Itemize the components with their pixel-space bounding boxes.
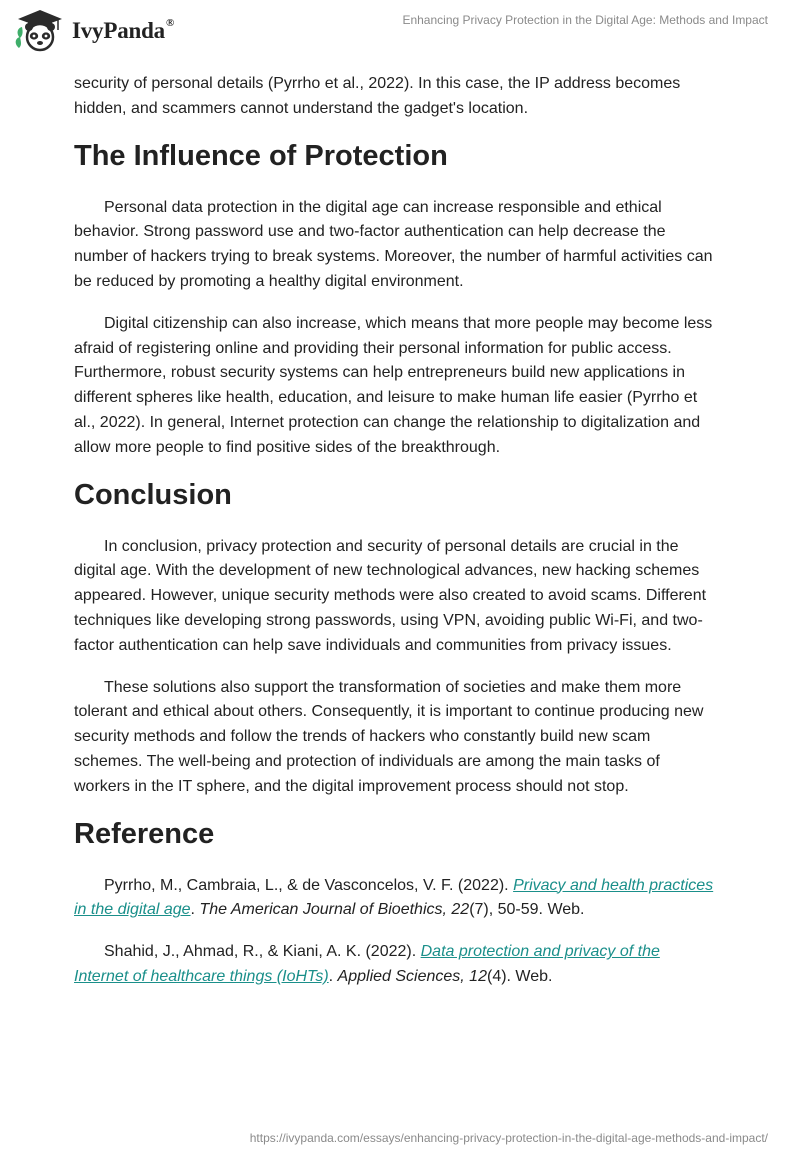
section-heading-conclusion: Conclusion [74, 478, 232, 511]
section-heading-reference: Reference [74, 817, 215, 850]
reference-authors: Shahid, J., Ahmad, R., & Kiani, A. K. (2022). [104, 943, 421, 961]
essay-body [74, 72, 714, 1007]
reference-journal: The American Journal of Bioethics, 22 [199, 901, 470, 919]
reference-title-link[interactable]: Privacy and health practices in the digital age [74, 876, 714, 919]
paragraph: These solutions also support the transformation of societies and make them more tolerant and ethical about others. Consequently, it is important to continue producing new security methods and follow the trends of hackers who constantly build new scam schemes. The well-being and protection of individuals are among the main tasks of workers in the IT sphere, and the digital improvement process should not stop. [74, 678, 704, 795]
reference-authors: Pyrrho, M., Cambraia, L., & de Vasconcelos, V. F. (2022). [104, 876, 514, 894]
reference-item: Pyrrho, M., Cambraia, L., & de Vasconcelos, V. F. (2022). Privacy and health practices in the digital age. The American Journal of Bioethics, 22(7), 50-59. Web. [74, 876, 714, 919]
panda-graduation-cap-icon [14, 8, 66, 52]
reference-details: (4). Web. [486, 967, 553, 985]
page-header [0, 0, 800, 60]
brand-name: IvyPanda® [72, 16, 175, 43]
document-title: Enhancing Privacy Protection in the Digital Age: Methods and Impact [402, 13, 768, 27]
section-heading-influence: The Influence of Protection [74, 139, 448, 172]
paragraph: Digital citizenship can also increase, which means that more people may become less afraid of registering online and providing their personal information for public access. Furthermore, robust security systems can help entrepreneurs build new applications in different spheres like health, education, and leisure to make human life easier (Pyrrho et al., 2022). In general, Internet protection can change the relationship to digitalization and allow more people to find positive sides of the breakthrough. [74, 314, 713, 456]
reference-details: (7), 50-59. Web. [469, 901, 585, 919]
paragraph: Personal data protection in the digital age can increase responsible and ethical behavior. Strong password use and two-factor authentication can help decrease the number of hackers trying to break systems. Moreover, the number of harmful activities can be reduced by promoting a healthy digital environment. [74, 198, 713, 290]
reference-journal: Applied Sciences, 12 [337, 967, 487, 985]
reference-title-link[interactable]: Data protection and privacy of the Internet of healthcare things (IoHTs) [74, 943, 660, 985]
paragraph: In conclusion, privacy protection and security of personal details are crucial in the digital age. With the development of new technological advances, new hacking schemes appeared. However, unique security methods were also created to avoid scams. Different techniques like developing strong passwords, using VPN, avoiding public Wi-Fi, and two-factor authentication can help save individuals and communities from privacy issues. [74, 537, 707, 654]
footer-source-url[interactable]: https://ivypanda.com/essays/enhancing-privacy-protection-in-the-digital-age-methods-and-impact/ [249, 1131, 768, 1145]
reference-item: Shahid, J., Ahmad, R., & Kiani, A. K. (2022). Data protection and privacy of the Internet of healthcare things (IoHTs). Applied Sciences, 12(4). Web. [74, 943, 660, 985]
ivypanda-logo[interactable] [14, 8, 174, 52]
intro-paragraph: security of personal details (Pyrrho et al., 2022). In this case, the IP address becomes hidden, and scammers cannot understand the gadget's location. [74, 75, 681, 117]
